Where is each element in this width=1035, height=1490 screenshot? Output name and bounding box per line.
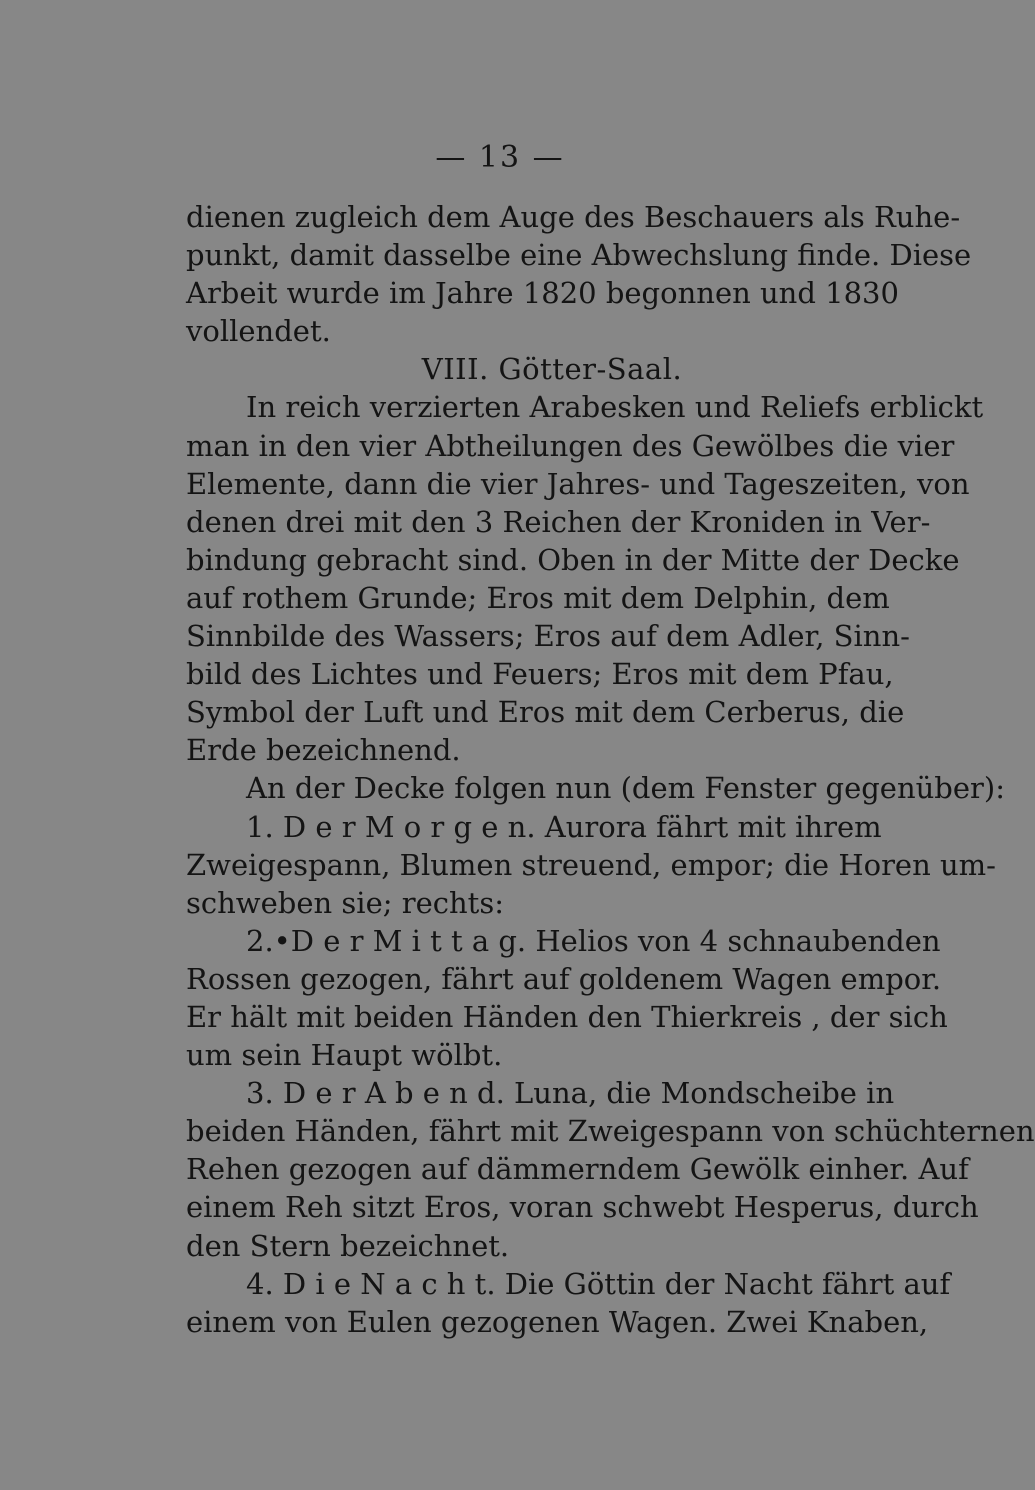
text-line: Zweigespann, Blumen streuend, empor; die Horen um- [186, 847, 996, 882]
text-line: 3. D e r A b e n d. Luna, die Mondscheibe in [246, 1076, 895, 1111]
text-line: auf rothem Grunde; Eros mit dem Delphin, dem [186, 580, 890, 615]
text-line: vollendet. [186, 314, 331, 349]
text-line: einem Reh sitzt Eros, voran schwebt Hesperus, durch [186, 1190, 979, 1225]
text-line: Er hält mit beiden Händen den Thierkreis , der sich [186, 999, 948, 1034]
text-line: beiden Händen, fährt mit Zweigespann von schüchternen [186, 1114, 1035, 1149]
text-line: 2.•D e r M i t t a g. Helios von 4 schnaubenden [246, 923, 941, 958]
text-line: dienen zugleich dem Auge des Beschauers als Ruhe- [186, 200, 961, 234]
text-line: punkt, damit dasselbe eine Abwechslung finde. Diese [186, 238, 972, 273]
text-line: Arbeit wurde im Jahre 1820 begonnen und 1830 [186, 276, 899, 311]
text-line: Elemente, dann die vier Jahres- und Tageszeiten, von [186, 466, 970, 501]
body-text [186, 198, 1035, 1341]
text-line: 4. D i e N a c h t. Die Göttin der Nacht fährt auf [246, 1266, 951, 1301]
text-line: Symbol der Luft und Eros mit dem Cerberus, die [186, 695, 905, 730]
text-line: den Stern bezeichnet. [186, 1228, 510, 1263]
text-line: schweben sie; rechts: [186, 885, 504, 920]
text-line: 1. D e r M o r g e n. Aurora fährt mit ihrem [246, 809, 882, 844]
text-line: denen drei mit den 3 Reichen der Kroniden in Ver- [186, 504, 931, 539]
text-line: In reich verzierten Arabesken und Reliefs erblickt [246, 390, 984, 425]
text-line: Rehen gezogen auf dämmerndem Gewölk einher. Auf [186, 1152, 969, 1187]
text-line: einem von Eulen gezogenen Wagen. Zwei Knaben, [186, 1304, 929, 1339]
text-line: man in den vier Abtheilungen des Gewölbes die vier [186, 428, 955, 463]
text-line: Sinnbilde des Wassers; Eros auf dem Adler, Sinn- [186, 619, 910, 654]
page-number: — 13 — [435, 140, 565, 175]
section-heading: VIII. Götter-Saal. [421, 352, 683, 387]
text-line: An der Decke folgen nun (dem Fenster gegenüber): [246, 771, 1005, 806]
text-line: bindung gebracht sind. Oben in der Mitte der Decke [186, 542, 960, 577]
text-line: Erde bezeichnend. [186, 733, 461, 768]
text-line: bild des Lichtes und Feuers; Eros mit dem Pfau, [186, 657, 894, 692]
text-line: Rossen gezogen, fährt auf goldenem Wagen empor. [186, 961, 942, 996]
text-line: um sein Haupt wölbt. [186, 1038, 503, 1073]
